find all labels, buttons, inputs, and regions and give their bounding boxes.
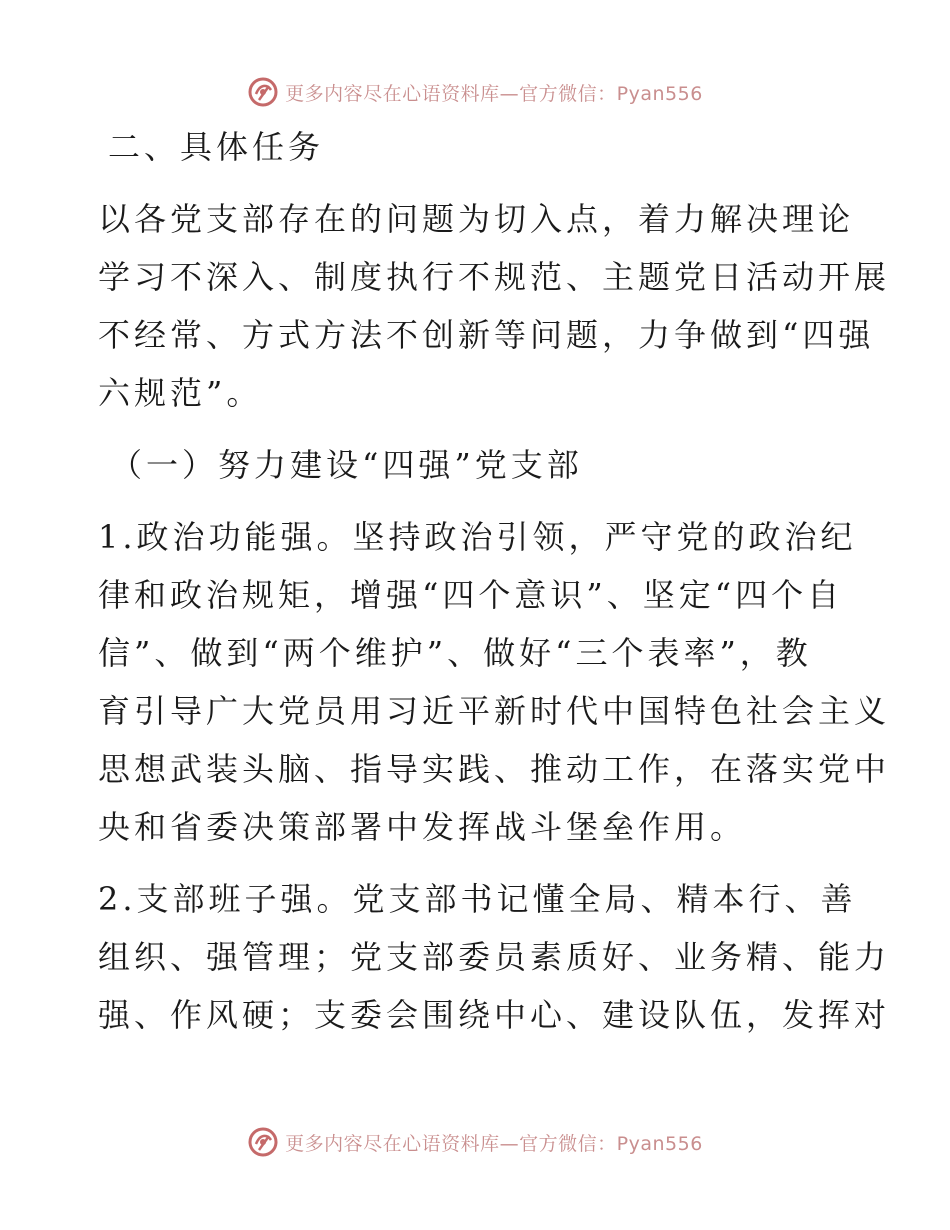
item-1-paragraph <box>98 508 891 856</box>
item-2-paragraph <box>98 870 891 1044</box>
document-body <box>98 118 891 1044</box>
paragraph-line: 组织、强管理；党支部委员素质好、业务精、能力 <box>98 938 891 976</box>
intro-paragraph <box>98 190 891 422</box>
paragraph-line: 思想武装头脑、指导实践、推动工作，在落实党中 <box>98 750 891 788</box>
paragraph-line: 育引导广大党员用习近平新时代中国特色社会主义 <box>98 692 891 730</box>
paragraph-line: 不经常、方式方法不创新等问题，力争做到“四强 <box>98 316 875 354</box>
paragraph-line: 六规范”。 <box>98 374 263 412</box>
paragraph-line: 央和省委决策部署中发挥战斗堡垒作用。 <box>98 808 747 846</box>
section-heading: 二、具体任务 <box>108 128 325 166</box>
paragraph-line: 1.政治功能强。坚持政治引领，严守党的政治纪 <box>98 518 857 556</box>
paragraph-line: 2.支部班子强。党支部书记懂全局、精本行、善 <box>98 880 857 918</box>
paragraph-line: 以各党支部存在的问题为切入点，着力解决理论 <box>98 200 855 238</box>
ribbon-seal-icon <box>247 76 279 108</box>
paragraph-line: 学习不深入、制度执行不规范、主题党日活动开展 <box>98 258 891 296</box>
watermark-header <box>0 72 950 112</box>
paragraph-line: 强、作风硬；支委会围绕中心、建设队伍，发挥对 <box>98 996 891 1034</box>
watermark-text: 更多内容尽在心语资料库—官方微信：Pyan556 <box>285 82 703 105</box>
watermark-footer <box>0 1122 950 1162</box>
paragraph-line: 律和政治规矩，增强“四个意识”、坚定“四个自 <box>98 576 844 614</box>
paragraph-line: 信”、做到“两个维护”、做好“三个表率”，教 <box>98 634 812 672</box>
ribbon-seal-icon <box>247 1126 279 1158</box>
subsection-heading: （一）努力建设“四强”党支部 <box>110 446 583 484</box>
watermark-text: 更多内容尽在心语资料库—官方微信：Pyan556 <box>285 1132 703 1155</box>
